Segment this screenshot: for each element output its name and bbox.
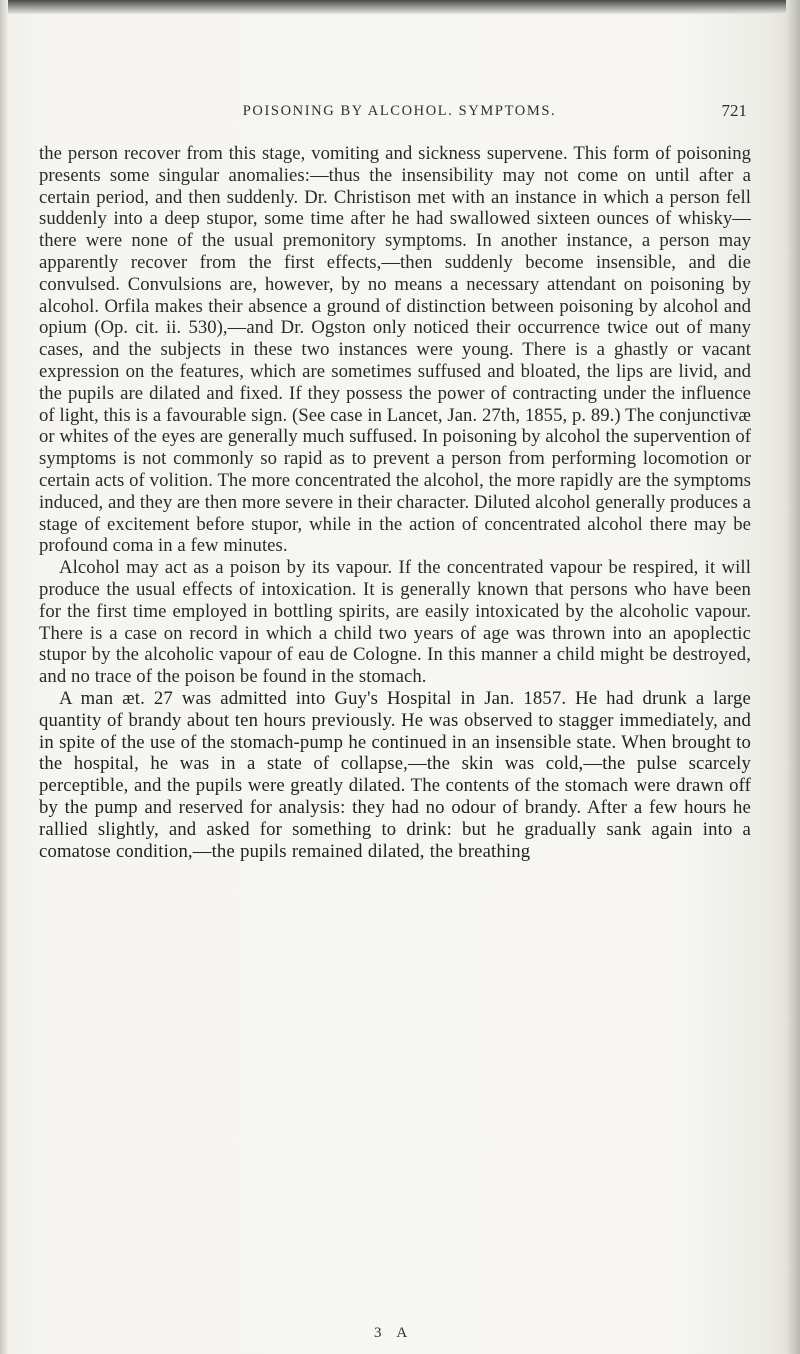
running-title: POISONING BY ALCOHOL. SYMPTOMS.: [242, 103, 557, 119]
paragraph-case-report: A man æt. 27 was admitted into Guy's Hospital in Jan. 1857. He had drunk a large quantity of brandy about ten hours previously. He was observed to stagger immediately, and in spite of the use of the stomach-pump he continued in an insensible state. When brought to the hospital, he was in a state of collapse,—the skin was cold,—the pulse scarcely perceptible, and the pupils were greatly dilated. The contents of the stomach were drawn off by the pump and reserved for analysis: they had no odour of brandy. After a few hours he rallied slightly, and asked for something to drink: but he gradually sank again into a comatose condition,—the pupils remained dilated, the breathing: [39, 687, 751, 862]
body-text: [39, 143, 751, 862]
printer-signature-mark: 3 A: [374, 1325, 414, 1341]
scan-left-shadow: [0, 0, 8, 1354]
running-head: [52, 103, 747, 125]
scan-top-shadow: [0, 0, 800, 14]
paragraph-symptoms: the person recover from this stage, vomiting and sickness supervene. This form of poisoning presents some singular anomalies:—thus the insensibility may not come on until after a certain period, and then suddenly. Dr. Christison met with an instance in which a person fell suddenly into a deep stupor, some time after he had swallowed sixteen ounces of whisky— there were none of the usual premonitory symptoms. In another instance, a person may apparently recover from the first effects,—then suddenly become insensible, and die convulsed. Convulsions are, however, by no means a necessary attendant on poisoning by alcohol. Orfila makes their absence a ground of distinction between poisoning by alcohol and opium (Op. cit. ii. 530),—and Dr. Ogston only noticed their occurrence twice out of many cases, and the subjects in these two instances were young. There is a ghastly or vacant expression on the features, which are sometimes suffused and bloated, the lips are livid, and the pupils are dilated and fixed. If they possess the power of contracting under the influence of light, this is a favourable sign. (See case in Lancet, Jan. 27th, 1855, p. 89.) The conjunctivæ or whites of the eyes are generally much suffused. In poisoning by alcohol the supervention of symptoms is not commonly so rapid as to prevent a person from performing locomotion or certain acts of volition. The more concentrated the alcohol, the more rapidly are the symptoms induced, and they are then more severe in their character. Diluted alcohol generally produces a stage of excitement before stupor, while in the action of concentrated alcohol there may be profound coma in a few minutes.: [39, 143, 751, 557]
scan-right-shadow: [786, 0, 800, 1354]
page-number: 721: [721, 101, 747, 120]
paragraph-vapour: Alcohol may act as a poison by its vapour. If the concentrated vapour be respired, it will produce the usual effects of intoxication. It is generally known that persons who have been for the first time employed in bottling spirits, are easily intoxicated by the alcoholic vapour. There is a case on record in which a child two years of age was thrown into an apoplectic stupor by the alcoholic vapour of eau de Cologne. In this manner a child might be destroyed, and no trace of the poison be found in the stomach.: [39, 557, 751, 688]
